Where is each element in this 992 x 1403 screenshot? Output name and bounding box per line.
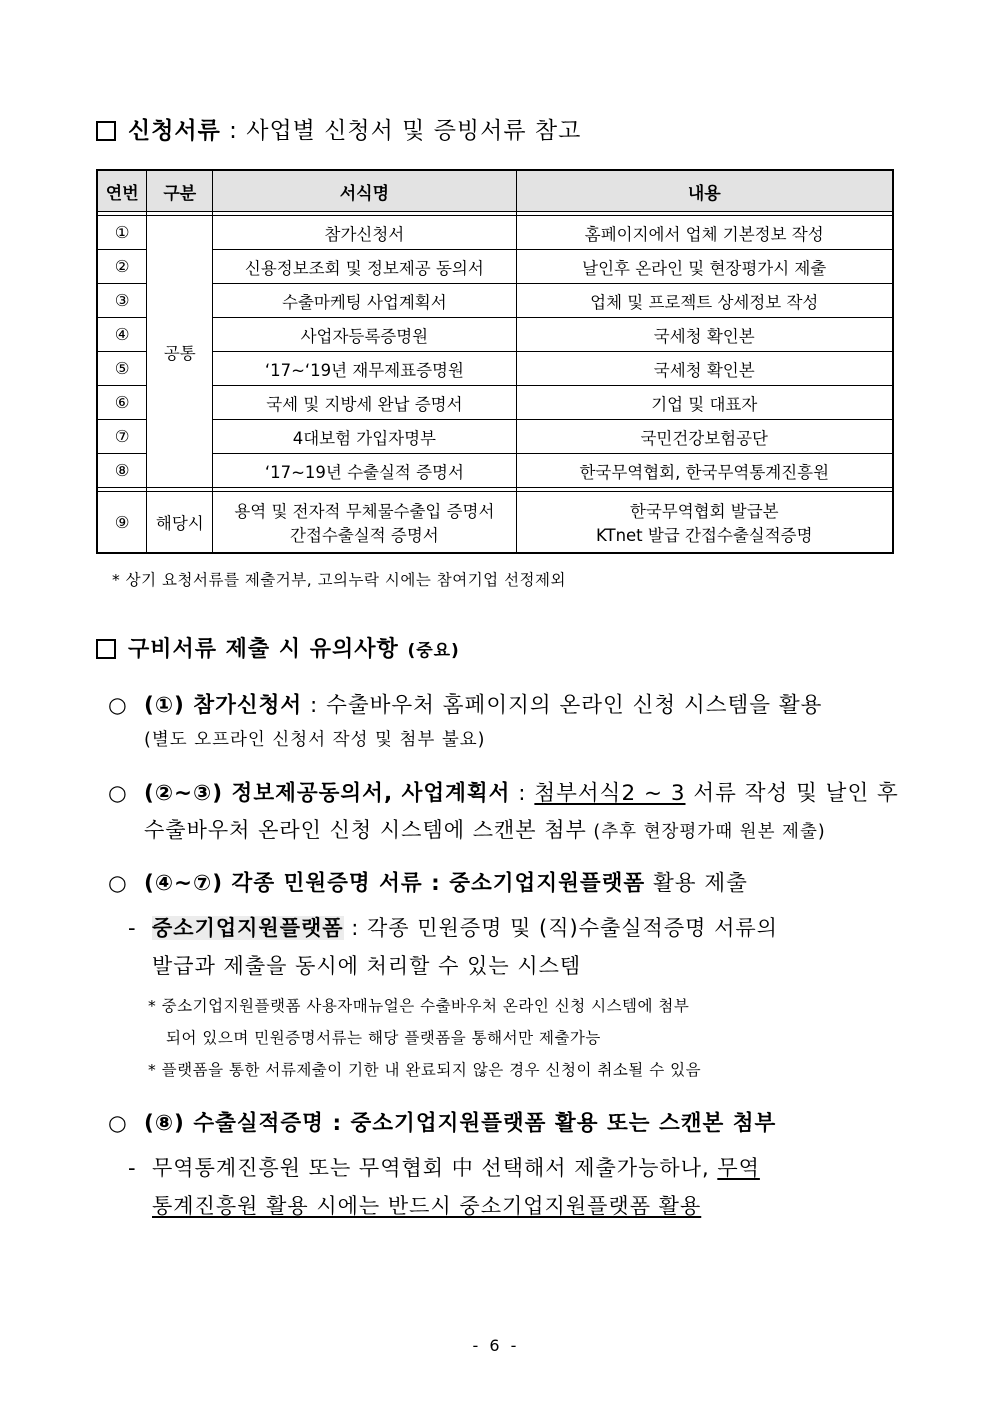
circle-bullet-icon: ○: [108, 871, 128, 896]
section2-heading: [96, 632, 460, 663]
table-row: [97, 250, 893, 284]
item-2: [108, 776, 899, 807]
item-4-title: (⑧) 수출실적증명 : 중소기업지원플랫폼 활용 또는 스캔본 첨부: [144, 1111, 777, 1136]
row-content: 국세청 확인본: [516, 318, 893, 352]
item-3: [108, 866, 748, 897]
row-no: ⑤: [97, 352, 147, 386]
row-content: 날인후 온라인 및 현장평가시 제출: [516, 250, 893, 284]
item-1-title: (①) 참가신청서: [144, 693, 303, 718]
row-content: [516, 492, 893, 554]
row-content: 국세청 확인본: [516, 352, 893, 386]
circle-bullet-icon: ○: [108, 1111, 128, 1136]
table-row: [97, 318, 893, 352]
row-form-line1: 용역 및 전자적 무체물수출입 증명서: [234, 502, 495, 521]
dash-bullet: -: [128, 1156, 137, 1180]
item-4-sub-underlined2: 통계진흥원 활용 시에는 반드시 중소기업지원플랫폼 활용: [152, 1194, 702, 1218]
header-category: 구분: [147, 170, 213, 212]
table-row: [97, 454, 893, 488]
table-header-row: [97, 170, 893, 212]
item-2-line2: 수출바우처 온라인 신청 시스템에 스캔본 첨부: [144, 818, 587, 842]
checkbox-square-icon: [96, 121, 116, 141]
item-4-sub-underlined1: 무역: [717, 1156, 760, 1180]
checkbox-square-icon: [96, 639, 116, 659]
row-no: ⑨: [97, 492, 147, 554]
row-category-common: 공통: [147, 216, 213, 488]
item-3-rest: 활용 제출: [645, 871, 748, 896]
page-number: - 6 -: [472, 1336, 520, 1355]
item-2-sep: :: [510, 781, 535, 806]
header-no: 연번: [97, 170, 147, 212]
row-no: ⑧: [97, 454, 147, 488]
section1-subtitle: : 사업별 신청서 및 증빙서류 참고: [220, 118, 582, 144]
header-form: 서식명: [213, 170, 516, 212]
table-row: [97, 216, 893, 250]
item-3-sub-title: 중소기업지원플랫폼: [152, 916, 344, 940]
row-form: ‘17~‘19년 재무제표증명원: [213, 352, 516, 386]
item-3-star1-line2: 되어 있으며 민원증명서류는 해당 플랫폼을 통해서만 제출가능: [166, 1029, 601, 1047]
item-4-sub: [128, 1152, 760, 1182]
dash-bullet: -: [128, 916, 137, 940]
row-no: ⑦: [97, 420, 147, 454]
required-documents-table: [96, 169, 894, 554]
item-3-star2: * 플랫폼을 통한 서류제출이 기한 내 완료되지 않은 경우 신청이 취소될 수 있음: [148, 1061, 702, 1079]
row-content: 업체 및 프로젝트 상세정보 작성: [516, 284, 893, 318]
row-category-conditional: 해당시: [147, 492, 213, 554]
item-4-sub-line2: [152, 1190, 701, 1220]
row-no: ②: [97, 250, 147, 284]
row-no: ①: [97, 216, 147, 250]
item-2-line2-small: (추후 현장평가때 원본 제출): [586, 822, 826, 842]
item-1-line2: (별도 오프라인 신청서 작성 및 첨부 불요): [144, 730, 486, 750]
item-2-title: (②~③) 정보제공동의서, 사업계획서: [144, 781, 511, 806]
row-content: 한국무역협회, 한국무역통계진흥원: [516, 454, 893, 488]
section2-title: 구비서류 제출 시 유의사항: [128, 637, 399, 662]
section1-heading: [96, 112, 581, 145]
header-content: 내용: [516, 170, 893, 212]
circle-bullet-icon: ○: [108, 693, 128, 718]
table-row: [97, 420, 893, 454]
item-1-text: : 수출바우처 홈페이지의 온라인 신청 시스템을 활용: [302, 693, 823, 718]
row-form: 4대보험 가입자명부: [213, 420, 516, 454]
section2-tag: (중요): [407, 641, 460, 661]
item-1: [108, 688, 822, 719]
item-4-sub-text: 무역통계진흥원 또는 무역협회 中 선택해서 제출가능하나,: [152, 1156, 718, 1180]
item-3-title: (④~⑦) 각종 민원증명 서류 : 중소기업지원플랫폼: [144, 871, 646, 896]
row-content: 홈페이지에서 업체 기본정보 작성: [516, 216, 893, 250]
row-form: 신용정보조회 및 정보제공 동의서: [213, 250, 516, 284]
circle-bullet-icon: ○: [108, 781, 128, 806]
table-note: * 상기 요청서류를 제출거부, 고의누락 시에는 참여기업 선정제외: [112, 571, 566, 589]
table-row: [97, 284, 893, 318]
row-form: 참가신청서: [213, 216, 516, 250]
row-no: ⑥: [97, 386, 147, 420]
table-row: [97, 492, 893, 554]
row-no: ④: [97, 318, 147, 352]
item-2-line2-wrap: [144, 814, 826, 844]
item-3-star1-line1: * 중소기업지원플랫폼 사용자매뉴얼은 수출바우처 온라인 신청 시스템에 첨부: [148, 997, 690, 1015]
section1-title: 신청서류: [128, 118, 221, 144]
table-row: [97, 352, 893, 386]
row-content-line2: KTnet 발급 간접수출실적증명: [595, 526, 813, 545]
row-no: ③: [97, 284, 147, 318]
row-form: 국세 및 지방세 완납 증명서: [213, 386, 516, 420]
table-row: [97, 386, 893, 420]
row-form: 사업자등록증명원: [213, 318, 516, 352]
row-form: ‘17~19년 수출실적 증명서: [213, 454, 516, 488]
row-content: 국민건강보험공단: [516, 420, 893, 454]
item-3-sub-line2: 발급과 제출을 동시에 처리할 수 있는 시스템: [152, 954, 582, 978]
row-form-line2: 간접수출실적 증명서: [290, 526, 439, 545]
item-2-underlined: 첨부서식2 ~ 3: [534, 781, 686, 806]
item-3-sub: [128, 912, 778, 942]
row-form: [213, 492, 516, 554]
item-4: [108, 1106, 776, 1137]
row-content-line1: 한국무역협회 발급본: [629, 502, 779, 521]
item-3-sub-text: : 각종 민원증명 및 (직)수출실적증명 서류의: [343, 916, 778, 940]
row-form: 수출마케팅 사업계획서: [213, 284, 516, 318]
item-2-rest: 서류 작성 및 날인 후: [685, 781, 899, 806]
row-content: 기업 및 대표자: [516, 386, 893, 420]
